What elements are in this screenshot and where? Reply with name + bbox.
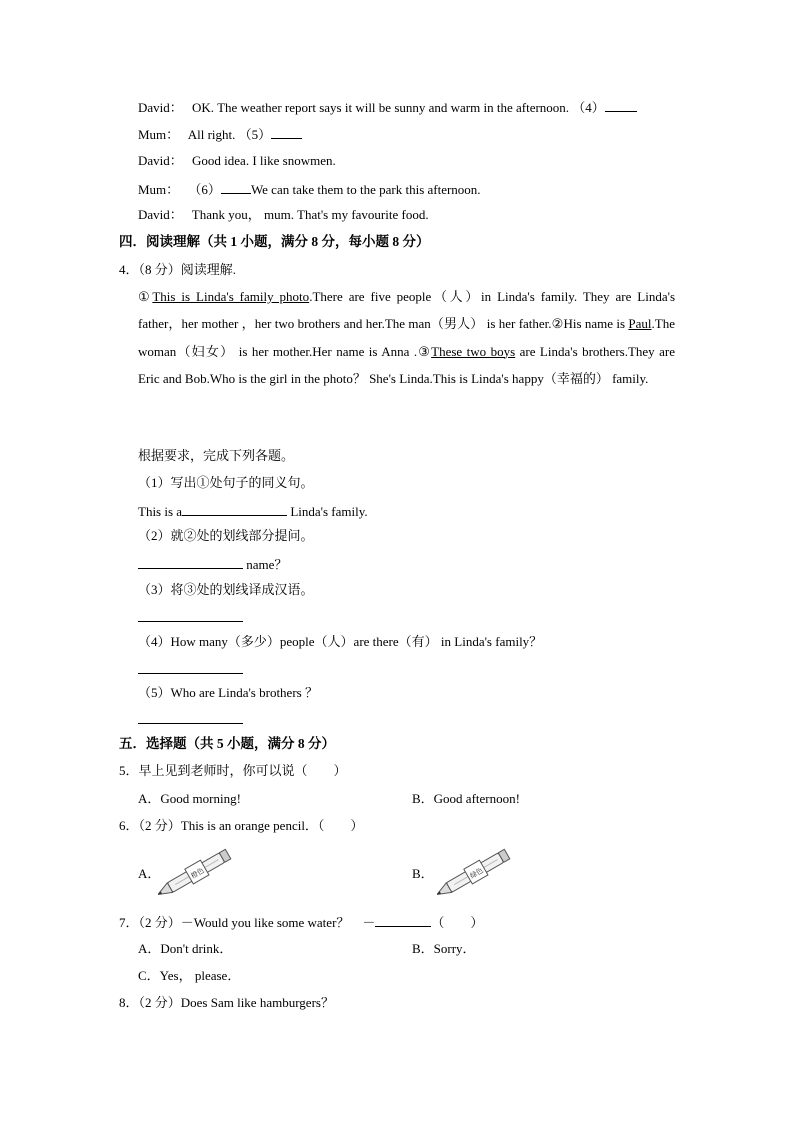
option-7b[interactable]: B．Sorry． bbox=[412, 941, 476, 956]
passage-text: .There are five people（人）in Linda's family. They are Linda's father，her mother ，her two brothers and her.The man（男人） is her father. bbox=[138, 289, 676, 332]
option-7a[interactable]: A．Don't drink． bbox=[138, 941, 233, 956]
sub-question-1-answer bbox=[138, 502, 368, 520]
sub-question-3-answer bbox=[138, 608, 243, 626]
speaker: David： bbox=[138, 153, 183, 168]
sub-question-2: （2）就②处的划线部分提问。 bbox=[138, 528, 314, 543]
answer-blank-4[interactable] bbox=[605, 98, 637, 112]
answer-suffix: Linda's family. bbox=[287, 504, 368, 519]
circled-marker-3: ③ bbox=[417, 343, 432, 359]
passage-text: .The woman（妇女） is her mother.Her name is Anna . bbox=[138, 316, 675, 359]
option-7c[interactable]: C．Yes， please． bbox=[138, 968, 241, 983]
underlined-sentence-1: This is Linda's family photo bbox=[152, 289, 310, 304]
answer-prefix: This is a bbox=[138, 504, 183, 519]
circled-marker-1: ① bbox=[138, 289, 153, 304]
answer-blank-q7[interactable] bbox=[375, 913, 431, 927]
option-letter: B． bbox=[412, 866, 434, 881]
question-5: 5．早上见到老师时，你可以说（ ） bbox=[119, 763, 347, 778]
instruction: 根据要求，完成下列各题。 bbox=[138, 448, 295, 463]
option-5b[interactable]: B．Good afternoon! bbox=[412, 791, 520, 806]
dialogue-line-thanks bbox=[138, 207, 429, 223]
pencil-label-b: 绿色 bbox=[468, 866, 485, 881]
answer-blank-q2[interactable] bbox=[138, 555, 243, 569]
passage-text: are Linda's brothers.They are Eric and Bob.Who is the girl in the photo？ She's Linda.This is Linda's happy（幸福的） family. bbox=[138, 343, 675, 386]
question-8: 8．（2 分）Does Sam like hamburgers？ bbox=[119, 995, 334, 1010]
question-4-header: 4．（8 分）阅读理解. bbox=[119, 262, 237, 277]
sub-question-5-answer bbox=[138, 710, 243, 728]
section5-title: 五．选择题（共 5 小题，满分 8 分） bbox=[119, 736, 335, 751]
pencil-image-a[interactable] bbox=[158, 846, 238, 898]
dialogue-text: OK. The weather report says it will be sunny and warm in the afternoon. （4） bbox=[192, 100, 605, 115]
speaker: Mum： bbox=[138, 127, 180, 142]
passage-text: His name is bbox=[563, 316, 629, 332]
pencil-label-a: 橙色 bbox=[189, 866, 206, 881]
sub-question-4: （4）How many（多少）people（人）are there（有） in Linda's family？ bbox=[138, 634, 543, 649]
answer-blank-q4[interactable] bbox=[138, 660, 243, 674]
speaker: Mum： bbox=[138, 182, 180, 197]
dialogue-line-snowmen bbox=[138, 153, 336, 169]
dialogue-line-4 bbox=[138, 98, 637, 116]
sub-question-4-answer bbox=[138, 660, 243, 678]
dialogue-text: We can take them to the park this afternoon. bbox=[250, 182, 481, 197]
answer-blank-6[interactable] bbox=[221, 180, 251, 194]
underlined-phrase-3: These two boys bbox=[431, 343, 516, 359]
pencil-image-b[interactable] bbox=[437, 846, 517, 898]
underlined-word-2: Paul bbox=[628, 316, 652, 332]
speaker: David： bbox=[138, 207, 183, 222]
answer-blank-q1[interactable] bbox=[182, 502, 287, 516]
option-6b[interactable] bbox=[412, 866, 434, 882]
question-7 bbox=[119, 913, 483, 931]
dialogue-line-6 bbox=[138, 180, 481, 198]
answer-suffix: name？ bbox=[243, 557, 288, 572]
answer-blank-q5[interactable] bbox=[138, 710, 243, 724]
option-letter: A． bbox=[138, 866, 161, 881]
dialogue-text: Good idea. I like snowmen. bbox=[192, 153, 336, 168]
sub-question-1: （1）写出①处句子的同义句。 bbox=[138, 475, 314, 490]
speaker: David： bbox=[138, 100, 183, 115]
dialogue-text: （6） bbox=[188, 182, 221, 197]
dialogue-text: All right. （5） bbox=[187, 127, 272, 142]
answer-blank-q3[interactable] bbox=[138, 608, 243, 622]
question-6: 6．（2 分）This is an orange pencil．（ ） bbox=[119, 818, 364, 833]
sub-question-5: （5）Who are Linda's brothers ？ bbox=[138, 685, 318, 700]
option-5a[interactable]: A．Good morning! bbox=[138, 791, 241, 806]
dialogue-line-5 bbox=[138, 125, 302, 143]
question-text: 7．（2 分）－Would you like some water？ － bbox=[119, 915, 376, 930]
reading-passage bbox=[138, 283, 675, 392]
answer-blank-5[interactable] bbox=[271, 125, 302, 139]
dialogue-text: Thank you， mum. That's my favourite food. bbox=[191, 207, 429, 222]
question-text: （ ） bbox=[431, 915, 484, 930]
section4-title: 四．阅读理解（共 1 小题，满分 8 分，每小题 8 分） bbox=[119, 234, 430, 249]
sub-question-2-answer bbox=[138, 555, 287, 573]
sub-question-3: （3）将③处的划线译成汉语。 bbox=[138, 582, 314, 597]
circled-marker-2: ② bbox=[551, 316, 564, 332]
